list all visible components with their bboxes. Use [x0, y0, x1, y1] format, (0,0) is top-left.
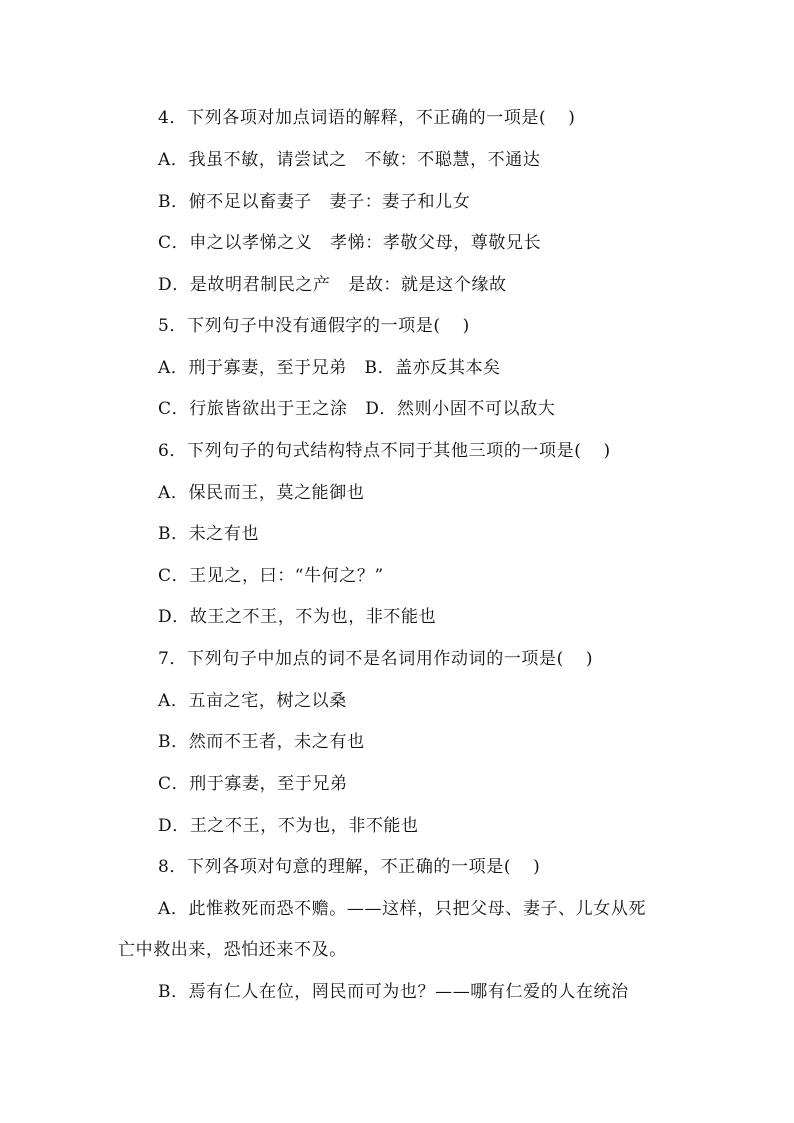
answer-blank-close: )	[585, 649, 594, 669]
question-7-option-c: C．刑于寡妻，至于兄弟	[158, 774, 348, 794]
question-7-option-b: B．然而不王者，未之有也	[158, 732, 365, 752]
question-7-option-d: D．王之不王，不为也，非不能也	[158, 816, 419, 836]
answer-blank-close: )	[603, 441, 611, 461]
question-6-option-a: A．保民而王，莫之能御也	[158, 483, 365, 503]
question-4-stem-text: 4．下列各项对加点词语的解释，不正确的一项是(	[158, 108, 547, 128]
question-6-option-c: C．王见之，曰：“牛何之？”	[158, 566, 384, 586]
question-6-stem	[158, 439, 611, 463]
question-4-option-c: C．申之以孝悌之义 孝悌：孝敬父母，尊敬兄长	[158, 233, 542, 253]
answer-blank-close: )	[568, 108, 576, 128]
question-6-option-d: D．故王之不王，不为也，非不能也	[158, 607, 437, 627]
question-8-stem	[158, 855, 540, 879]
question-5-stem	[158, 314, 470, 338]
question-8-option-b: B．焉有仁人在位，罔民而可为也？——哪有仁爱的人在统治	[158, 982, 629, 1002]
question-7-option-a: A．五亩之宅，树之以桑	[158, 691, 347, 711]
question-4-option-d: D．是故明君制民之产 是故：就是这个缘故	[158, 275, 507, 295]
question-8-option-a-continued: 亡中救出来，恐怕还来不及。	[118, 940, 347, 960]
question-8-stem-text: 8．下列各项对句意的理解，不正确的一项是(	[158, 857, 512, 877]
question-5-options-ab: A．刑于寡妻，至于兄弟 B．盖亦反其本矣	[158, 358, 501, 378]
question-4-option-b: B．俯不足以畜妻子 妻子：妻子和儿女	[158, 192, 471, 212]
question-4-option-a: A．我虽不敏，请尝试之 不敏：不聪慧，不通达	[158, 150, 541, 170]
question-5-stem-text: 5．下列句子中没有通假字的一项是(	[158, 316, 441, 336]
answer-blank-close: )	[462, 316, 470, 336]
question-7-stem	[158, 647, 593, 671]
question-6-option-b: B．未之有也	[158, 524, 260, 544]
question-8-option-a: A．此惟救死而恐不赡。——这样，只把父母、妻子、儿女从死	[158, 899, 647, 919]
question-6-stem-text: 6．下列句子的句式结构特点不同于其他三项的一项是(	[158, 441, 582, 461]
question-7-stem-text: 7．下列句子中加点的词不是名词用作动词的一项是(	[158, 649, 564, 669]
question-4-stem	[158, 106, 575, 130]
question-5-options-cd: C．行旅皆欲出于王之涂 D．然则小固不可以敌大	[158, 399, 556, 419]
answer-blank-close: )	[533, 857, 541, 877]
